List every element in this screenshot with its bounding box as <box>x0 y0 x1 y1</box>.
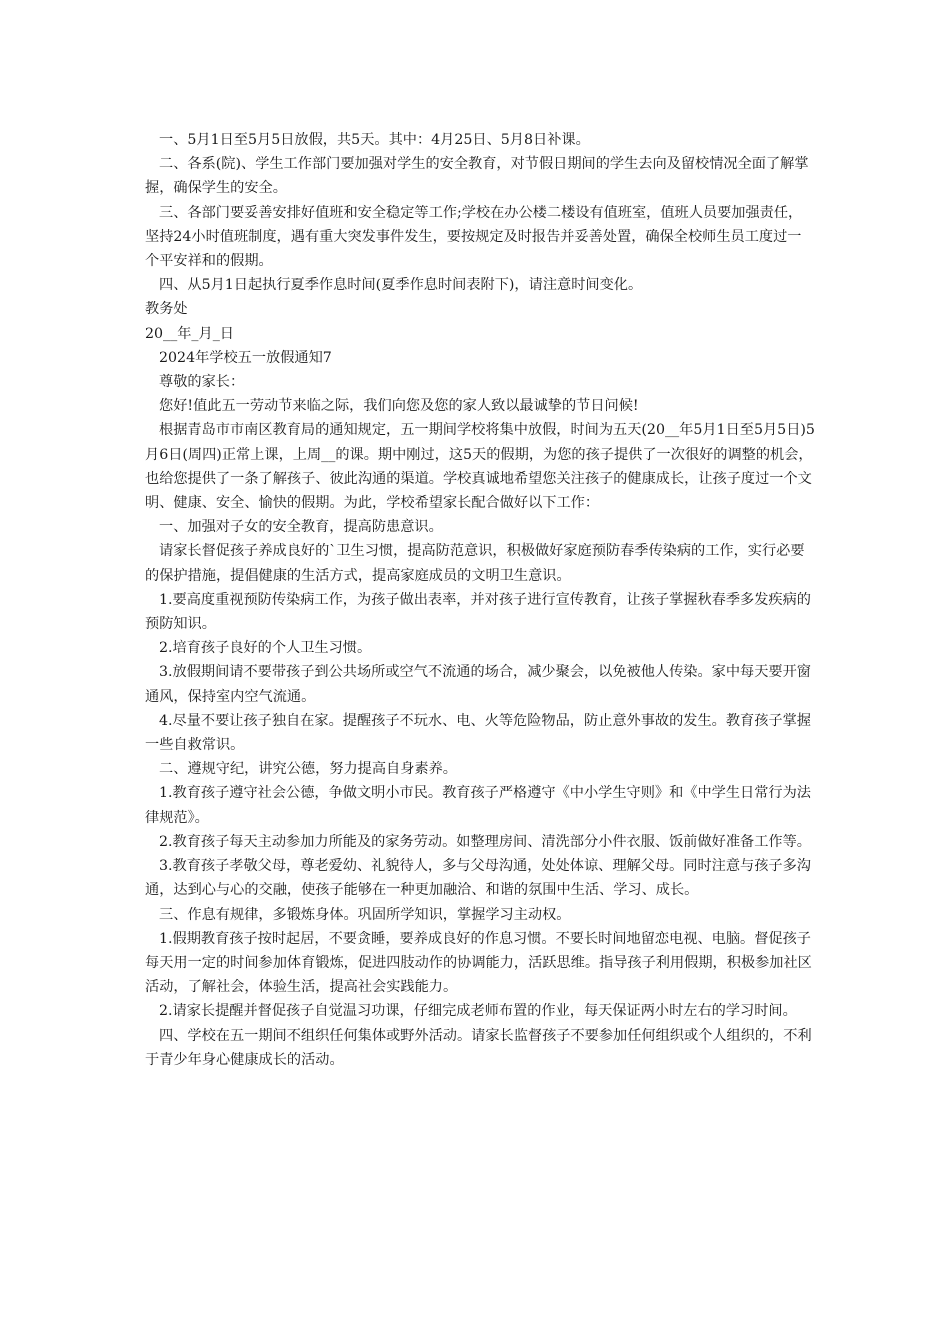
section-heading-routine: 三、作息有规律，多锻炼身体。巩固所学知识，掌握学习主动权。 <box>159 906 571 923</box>
paragraph-student-safety: 二、各系(院)、学生工作部门要加强对学生的安全教育，对节假日期间的学生去向及留校情况全面了解掌握，确保学生的安全。 <box>145 156 809 197</box>
paragraph-holiday-dates: 一、5月1日至5月5日放假，共5天。其中：4月25日、5月8日补课。 <box>159 132 590 148</box>
salutation: 尊敬的家长： <box>159 374 245 391</box>
list-item-routine-2: 2.请家长提醒并督促孩子自觉温习功课，仔细完成老师布置的作业，每天保证两小时左右的学习时间。 <box>159 1003 797 1020</box>
list-item-discipline-2: 2.教育孩子每天主动参加力所能及的家务劳动。如整理房间、清洗部分小件衣服、饭前做好准备工作等。 <box>159 833 811 850</box>
paragraph-duty-arrangement: 三、各部门要妥善安排好值班和安全稳定等工作;学校在办公楼二楼设有值班室，值班人员要加强责任，坚持24小时值班制度，遇有重大突发事件发生，要按规定及时报告并妥善处置，确保全校师生员工度过一个平安祥和的假期。 <box>145 204 803 270</box>
section-heading-activities: 四、学校在五一期间不组织任何集体或野外活动。请家长监督孩子不要参加任何组织或个人组织的，不利于青少年身心健康成长的活动。 <box>145 1027 812 1068</box>
section-heading-discipline: 二、遵规守纪，讲究公德，努力提高自身素养。 <box>159 761 457 778</box>
notice-title: 2024年学校五一放假通知7 <box>159 349 332 366</box>
list-item-routine-1: 1.假期教育孩子按时起居，不要贪睡，要养成良好的作息习惯。不要长时间地留恋电视、电脑。督促孩子每天用一定的时间参加体育锻炼，促进四肢动作的协调能力，活跃思维。指导孩子利用假期，积极参加社区活动，了解社会，体验生活，提高社会实践能力。 <box>145 930 812 996</box>
paragraph-holiday-notice: 根据青岛市市南区教育局的通知规定，五一期间学校将集中放假，时间为五天(20__年5月1日至5月5日)5月6日(周四)正常上课，上周__的课。期中刚过，这5天的假期，为您的孩子提供了一次很好的调整的机会，也给您提供了一条了解孩子、彼此沟通的渠道。学校真诚地希望您关注孩子的健康成长，让孩子度过一个文明、健康、安全、愉快的假期。为此，学校希望家长配合做好以下工作： <box>145 422 815 512</box>
list-item-safety-4: 4.尽量不要让孩子独自在家。提醒孩子不玩水、电、火等危险物品，防止意外事故的发生。教育孩子掌握一些自救常识。 <box>145 712 811 754</box>
document-body <box>145 128 815 1072</box>
section-heading-safety: 一、加强对子女的安全教育，提高防患意识。 <box>159 519 443 536</box>
issue-date: 20__年_月_日 <box>145 325 234 342</box>
paragraph-summer-schedule: 四、从5月1日起执行夏季作息时间(夏季作息时间表附下)，请注意时间变化。 <box>159 277 643 294</box>
issuer-name: 教务处 <box>145 301 188 318</box>
list-item-safety-1: 1.要高度重视预防传染病工作，为孩子做出表率，并对孩子进行宣传教育，让孩子掌握秋春季多发疾病的预防知识。 <box>145 591 811 633</box>
list-item-discipline-3: 3.教育孩子孝敬父母，尊老爱幼、礼貌待人，多与父母沟通，处处体谅、理解父母。同时注意与孩子多沟通，达到心与心的交融，使孩子能够在一种更加融洽、和谐的氛围中生活、学习、成长。 <box>145 858 811 899</box>
greeting: 您好!值此五一劳动节来临之际，我们向您及您的家人致以最诚挚的节日问候! <box>159 398 639 415</box>
list-item-safety-2: 2.培育孩子良好的个人卫生习惯。 <box>159 640 372 657</box>
list-item-safety-3: 3.放假期间请不要带孩子到公共场所或空气不流通的场合，减少聚会，以免被他人传染。家中每天要开窗通风，保持室内空气流通。 <box>145 664 811 705</box>
paragraph-hygiene: 请家长督促孩子养成良好的`卫生习惯，提高防范意识，积极做好家庭预防春季传染病的工作，实行必要的保护措施，提倡健康的生活方式，提高家庭成员的文明卫生意识。 <box>145 543 805 584</box>
list-item-discipline-1: 1.教育孩子遵守社会公德，争做文明小市民。教育孩子严格遵守《中小学生守则》和《中学生日常行为法律规范》。 <box>145 785 811 826</box>
